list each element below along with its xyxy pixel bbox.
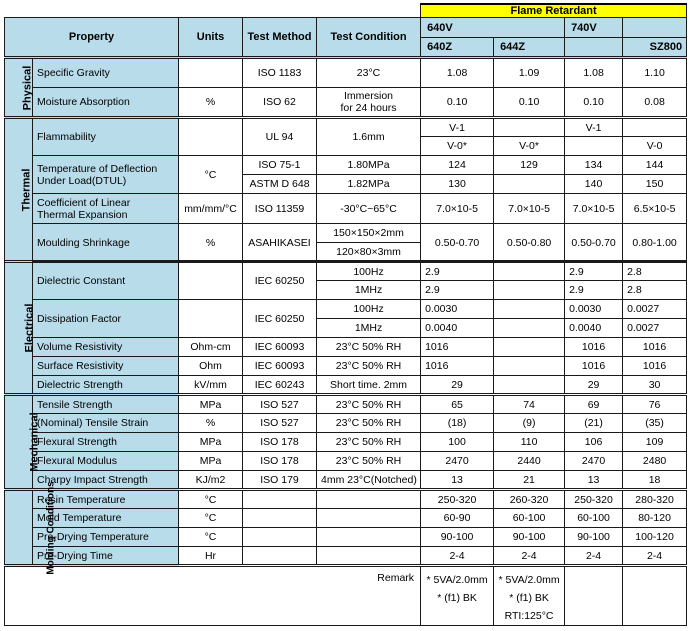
- value-640z: 60-90: [421, 509, 494, 528]
- units-header: Units: [179, 18, 243, 58]
- value-740v: V-1: [565, 118, 623, 137]
- value-644z: [494, 118, 565, 137]
- value-640z: 2-4: [421, 547, 494, 566]
- units-cell: Hr: [179, 547, 243, 566]
- method-cell: ISO 1183: [243, 58, 317, 88]
- category-physical: Physical: [5, 58, 33, 118]
- method-cell: [243, 547, 317, 566]
- condition-cell: 23°C 50% RH: [317, 433, 421, 452]
- row-label: Dielectric Constant: [33, 262, 179, 300]
- value-644z: [494, 262, 565, 281]
- value-644z: 0.10: [494, 88, 565, 118]
- value-740v: 2.9: [565, 281, 623, 300]
- category-mechanical: Mechanical: [5, 395, 33, 490]
- value-644z: [494, 281, 565, 300]
- row-label: Flexural Modulus: [33, 452, 179, 471]
- method-cell: ISO 11359: [243, 194, 317, 224]
- units-cell: Ohm: [179, 357, 243, 376]
- value-644z: [494, 376, 565, 395]
- row-label: Coefficient of Linear Thermal Expansion: [33, 194, 179, 224]
- value-740v: 0.0030: [565, 300, 623, 319]
- row-label: (Nominal) Tensile Strain: [33, 414, 179, 433]
- value-644z: [494, 357, 565, 376]
- units-cell: kV/mm: [179, 376, 243, 395]
- value-sz800: 30: [623, 376, 687, 395]
- row-label: Moulding Shrinkage: [33, 224, 179, 262]
- value-644z: 2440: [494, 452, 565, 471]
- property-header: Property: [5, 18, 179, 58]
- value-644z: [494, 300, 565, 319]
- value-740v: 0.0040: [565, 319, 623, 338]
- value-644z: [494, 175, 565, 194]
- method-cell: [243, 509, 317, 528]
- value-644z: V-0*: [494, 137, 565, 156]
- condition-cell: [317, 490, 421, 509]
- value-740v: 1.08: [565, 58, 623, 88]
- value-644z: [494, 338, 565, 357]
- value-640z: 0.10: [421, 88, 494, 118]
- value-740v: 90-100: [565, 528, 623, 547]
- value-644z: 90-100: [494, 528, 565, 547]
- method-cell: ISO 75-1: [243, 156, 317, 175]
- value-644z: (9): [494, 414, 565, 433]
- remark-640z: * 5VA/2.0mm * (f1) BK: [421, 566, 494, 626]
- value-640z: 1.08: [421, 58, 494, 88]
- value-740v: 13: [565, 471, 623, 490]
- value-sz800: 150: [623, 175, 687, 194]
- method-cell: ISO 527: [243, 395, 317, 414]
- value-sz800: 2-4: [623, 547, 687, 566]
- value-740v: (21): [565, 414, 623, 433]
- units-cell: %: [179, 224, 243, 262]
- value-740v: 0.10: [565, 88, 623, 118]
- value-sz800: 80-120: [623, 509, 687, 528]
- units-cell: Ohm-cm: [179, 338, 243, 357]
- value-sz800: 2.8: [623, 281, 687, 300]
- method-cell: [243, 490, 317, 509]
- value-640z: 250-320: [421, 490, 494, 509]
- value-644z: 110: [494, 433, 565, 452]
- condition-cell: [317, 528, 421, 547]
- method-cell: IEC 60250: [243, 300, 317, 338]
- col-640z-header: 640Z: [421, 38, 494, 58]
- method-cell: ASTM D 648: [243, 175, 317, 194]
- condition-cell: Short time. 2mm: [317, 376, 421, 395]
- value-740v: 2-4: [565, 547, 623, 566]
- value-640z: V-1: [421, 118, 494, 137]
- value-sz800: 2480: [623, 452, 687, 471]
- value-sz800: 2.8: [623, 262, 687, 281]
- condition-cell: 23°C 50% RH: [317, 395, 421, 414]
- method-cell: ISO 178: [243, 452, 317, 471]
- method-cell: IEC 60243: [243, 376, 317, 395]
- category-thermal: Thermal: [5, 118, 33, 262]
- method-cell: IEC 60093: [243, 338, 317, 357]
- units-cell: [179, 58, 243, 88]
- value-640z: 2.9: [421, 281, 494, 300]
- value-644z: 1.09: [494, 58, 565, 88]
- remark-740v: [565, 566, 623, 626]
- units-cell: MPa: [179, 452, 243, 471]
- units-cell: °C: [179, 490, 243, 509]
- value-740v: [565, 137, 623, 156]
- row-label: Resin Temperature: [33, 490, 179, 509]
- value-640z: 90-100: [421, 528, 494, 547]
- units-cell: °C: [179, 528, 243, 547]
- value-sz800: 18: [623, 471, 687, 490]
- condition-cell: 1.82MPa: [317, 175, 421, 194]
- header-spacer: [5, 4, 421, 18]
- value-640z: (18): [421, 414, 494, 433]
- condition-cell: 23°C 50% RH: [317, 338, 421, 357]
- value-640z: 2.9: [421, 262, 494, 281]
- value-640z: 1016: [421, 338, 494, 357]
- grade-640v-header: 640V: [421, 18, 565, 38]
- value-740v: 2470: [565, 452, 623, 471]
- row-label: Surface Resistivity: [33, 357, 179, 376]
- value-740v: 1016: [565, 338, 623, 357]
- units-cell: MPa: [179, 395, 243, 414]
- test-condition-header: Test Condition: [317, 18, 421, 58]
- row-label: Flammability: [33, 118, 179, 156]
- method-cell: ISO 527: [243, 414, 317, 433]
- row-label: Volume Resistivity: [33, 338, 179, 357]
- value-640z: 7.0×10-5: [421, 194, 494, 224]
- condition-cell: 23°C 50% RH: [317, 414, 421, 433]
- value-sz800: 0.08: [623, 88, 687, 118]
- row-label: Flexural Strength: [33, 433, 179, 452]
- row-label: Moisture Absorption: [33, 88, 179, 118]
- condition-cell: [317, 547, 421, 566]
- row-label: Specific Gravity: [33, 58, 179, 88]
- value-640z: V-0*: [421, 137, 494, 156]
- value-640z: 124: [421, 156, 494, 175]
- value-740v: 106: [565, 433, 623, 452]
- value-sz800: 6.5×10-5: [623, 194, 687, 224]
- value-644z: [494, 319, 565, 338]
- value-sz800: 0.0027: [623, 319, 687, 338]
- row-label: Charpy Impact Strength: [33, 471, 179, 490]
- col-blank-header: [565, 38, 623, 58]
- method-cell: IEC 60093: [243, 357, 317, 376]
- value-640z: 130: [421, 175, 494, 194]
- value-740v: 250-320: [565, 490, 623, 509]
- value-sz800: 1.10: [623, 58, 687, 88]
- test-method-header: Test Method: [243, 18, 317, 58]
- method-cell: ASAHIKASEI: [243, 224, 317, 262]
- condition-cell: 1.80MPa: [317, 156, 421, 175]
- category-molding: Molding Conditions: [5, 490, 33, 566]
- value-sz800: 1016: [623, 338, 687, 357]
- method-cell: UL 94: [243, 118, 317, 156]
- condition-cell: 1.6mm: [317, 118, 421, 156]
- value-sz800: V-0: [623, 137, 687, 156]
- condition-cell: 1MHz: [317, 319, 421, 338]
- grade-blank-header: [623, 18, 687, 38]
- remark-label: Remark: [5, 566, 421, 626]
- value-sz800: 280-320: [623, 490, 687, 509]
- row-label: Temperature of Deflection Under Load(DTUL): [33, 156, 179, 194]
- value-sz800: 100-120: [623, 528, 687, 547]
- value-sz800: 144: [623, 156, 687, 175]
- value-740v: 140: [565, 175, 623, 194]
- value-sz800: 0.80-1.00: [623, 224, 687, 262]
- value-740v: 0.50-0.70: [565, 224, 623, 262]
- value-640z: 100: [421, 433, 494, 452]
- value-740v: 134: [565, 156, 623, 175]
- remark-sz800: [623, 566, 687, 626]
- method-cell: IEC 60250: [243, 262, 317, 300]
- value-sz800: 1016: [623, 357, 687, 376]
- units-cell: [179, 262, 243, 300]
- value-740v: 2.9: [565, 262, 623, 281]
- condition-cell: 150×150×2mm: [317, 224, 421, 243]
- value-740v: 60-100: [565, 509, 623, 528]
- row-label: Pre-Drying Temperature: [33, 528, 179, 547]
- remark-644z: * 5VA/2.0mm * (f1) BK RTI:125°C: [494, 566, 565, 626]
- condition-cell: 23°C: [317, 58, 421, 88]
- condition-cell: -30°C~65°C: [317, 194, 421, 224]
- category-electrical: Electrical: [5, 262, 33, 395]
- condition-cell: [317, 509, 421, 528]
- value-644z: 0.50-0.80: [494, 224, 565, 262]
- value-640z: 29: [421, 376, 494, 395]
- value-sz800: 76: [623, 395, 687, 414]
- units-cell: MPa: [179, 433, 243, 452]
- condition-cell: 23°C 50% RH: [317, 357, 421, 376]
- method-cell: ISO 62: [243, 88, 317, 118]
- value-644z: 60-100: [494, 509, 565, 528]
- row-label: Tensile Strength: [33, 395, 179, 414]
- value-644z: 74: [494, 395, 565, 414]
- row-label: Dissipation Factor: [33, 300, 179, 338]
- value-644z: 129: [494, 156, 565, 175]
- condition-cell: 100Hz: [317, 262, 421, 281]
- row-label: Mold Temperature: [33, 509, 179, 528]
- row-label: Dielectric Strength: [33, 376, 179, 395]
- value-740v: 1016: [565, 357, 623, 376]
- row-label: Pre-Drying Time: [33, 547, 179, 566]
- units-cell: [179, 300, 243, 338]
- value-sz800: (35): [623, 414, 687, 433]
- units-cell: °C: [179, 509, 243, 528]
- value-sz800: 109: [623, 433, 687, 452]
- units-cell: KJ/m2: [179, 471, 243, 490]
- value-sz800: 0.0027: [623, 300, 687, 319]
- condition-cell: 120×80×3mm: [317, 243, 421, 262]
- value-640z: 0.0040: [421, 319, 494, 338]
- units-cell: %: [179, 88, 243, 118]
- value-640z: 2470: [421, 452, 494, 471]
- value-740v: 7.0×10-5: [565, 194, 623, 224]
- condition-cell: Immersion for 24 hours: [317, 88, 421, 118]
- units-cell: mm/mm/°C: [179, 194, 243, 224]
- method-cell: ISO 179: [243, 471, 317, 490]
- grade-740v-header: 740V: [565, 18, 623, 38]
- property-table: [4, 3, 687, 626]
- value-644z: 2-4: [494, 547, 565, 566]
- units-cell: °C: [179, 156, 243, 194]
- units-cell: [179, 118, 243, 156]
- units-cell: %: [179, 414, 243, 433]
- condition-cell: 23°C 50% RH: [317, 452, 421, 471]
- value-sz800: [623, 118, 687, 137]
- condition-cell: 4mm 23°C(Notched): [317, 471, 421, 490]
- value-640z: 13: [421, 471, 494, 490]
- condition-cell: 100Hz: [317, 300, 421, 319]
- value-640z: 0.0030: [421, 300, 494, 319]
- value-644z: 21: [494, 471, 565, 490]
- value-740v: 29: [565, 376, 623, 395]
- value-740v: 69: [565, 395, 623, 414]
- value-644z: 7.0×10-5: [494, 194, 565, 224]
- value-644z: 260-320: [494, 490, 565, 509]
- method-cell: [243, 528, 317, 547]
- col-sz800-header: SZ800: [623, 38, 687, 58]
- value-640z: 65: [421, 395, 494, 414]
- value-640z: 0.50-0.70: [421, 224, 494, 262]
- condition-cell: 1MHz: [317, 281, 421, 300]
- flame-retardant-header: Flame Retardant: [421, 4, 687, 18]
- method-cell: ISO 178: [243, 433, 317, 452]
- col-644z-header: 644Z: [494, 38, 565, 58]
- value-640z: 1016: [421, 357, 494, 376]
